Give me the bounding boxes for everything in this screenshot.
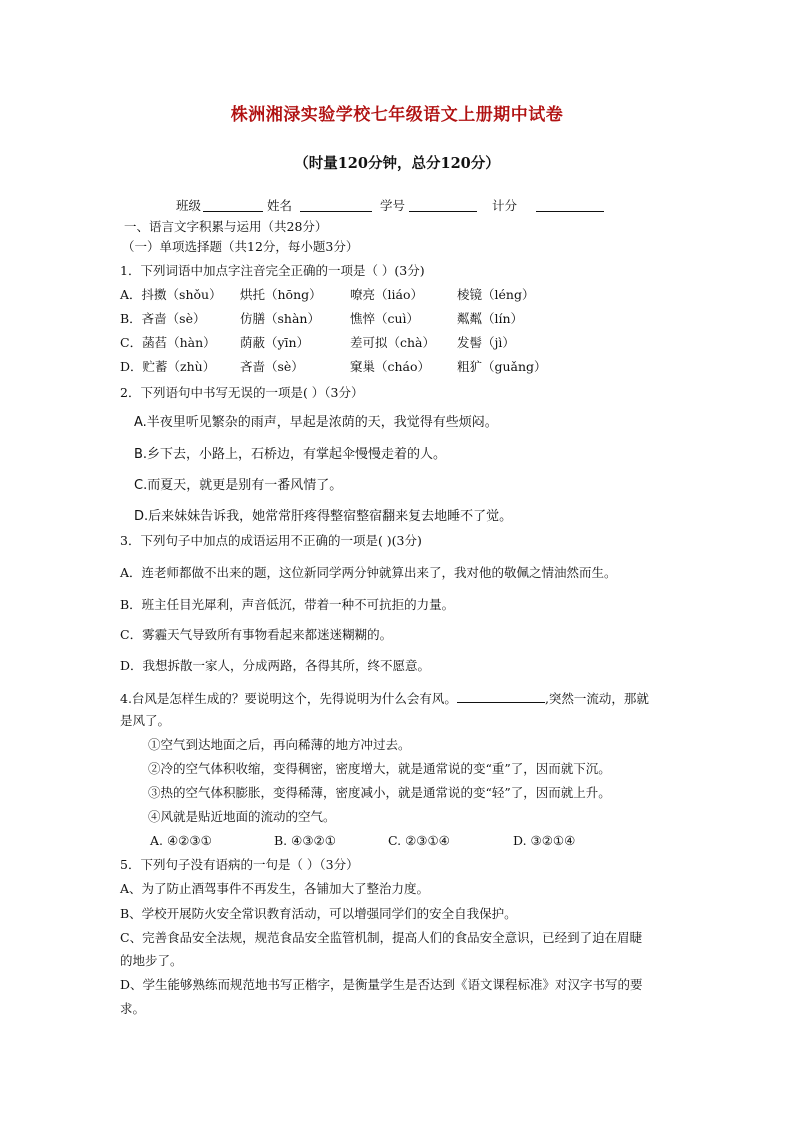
q1-option-c-3: 差可拟（chà） [350,335,436,350]
exam-subtitle: （时量120分钟，总分120分） [294,155,500,172]
q1-option-d-3: 窠巢（cháo） [350,359,431,374]
q1-option-b-2: 仿膳（shàn） [240,311,320,326]
q1-stem: 1．下列词语中加点字注音完全正确的一项是（ ）(3分) [120,263,425,278]
q4-choice-b: B. ④③②① [274,833,336,848]
q5-option-d-line1: D、学生能够熟练而规范地书写正楷字，是衡量学生是否达到《语文课程标准》对汉字书写的要 [120,977,643,992]
q2-option-c: C.而夏天，就更是别有一番风情了。 [134,478,343,493]
q1-option-b-3: 憔悴（cuì） [350,311,420,326]
page-title: 株洲湘渌实验学校七年级语文上册期中试卷 [230,105,564,125]
q3-option-a: A．连老师都做不出来的题，这位新同学两分钟就算出来了，我对他的敬佩之情油然而生。 [120,565,617,580]
score-label: 计分 [492,198,518,213]
q4-stem-part1: 4.台风是怎样生成的？要说明这个，先得说明为什么会有风。 [120,691,457,706]
score-blank[interactable] [536,198,604,212]
name-blank[interactable] [300,198,372,212]
q1-option-b-1: B．吝啬（sè） [120,311,206,326]
q3-option-b: B．班主任目光犀利，声音低沉，带着一种不可抗拒的力量。 [120,597,455,612]
q5-option-c-line1: C、完善食品安全法规，规范食品安全监管机制，提高人们的食品安全意识，已经到了迫在眉睫 [120,930,643,945]
q4-choice-a: A. ④②③① [150,833,212,848]
q5-option-b: B、学校开展防火安全常识教育活动，可以增强同学们的安全自我保护。 [120,906,517,921]
q1-option-a-1: A．抖擞（shǒu） [120,287,222,302]
q1-option-a-2: 烘托（hōng） [240,287,322,302]
q1-option-d-4: 粗犷（guǎng） [457,359,547,374]
q4-stem-line1 [120,689,649,708]
section-heading: 一、语言文字积累与运用（共28分） [124,219,328,234]
q2-option-a: A.半夜里听见繁杂的雨声，早起是浓荫的天，我觉得有些烦闷。 [134,415,498,430]
id-label: 学号 [380,198,406,213]
q5-option-a: A、为了防止酒驾事件不再发生，各铺加大了整治力度。 [120,881,430,896]
q1-option-a-4: 棱镜（léng） [457,287,535,302]
q1-option-b-4: 粼粼（lín） [457,311,524,326]
q1-option-c-4: 发髻（jì） [457,335,515,350]
q3-option-c: C．雾霾天气导致所有事物看起来都迷迷糊糊的。 [120,627,393,642]
q4-item-1: ①空气到达地面之后，再向稀薄的地方冲过去。 [148,737,411,752]
q4-stem-line2: 是风了。 [120,713,171,728]
q1-option-d-2: 吝啬（sè） [240,359,304,374]
name-label: 姓名 [267,198,293,213]
q2-stem: 2．下列语句中书写无误的一项是( ）（3分） [120,385,364,400]
q2-option-b: B.乡下去，小路上，石桥边，有掌起伞慢慢走着的人。 [134,447,447,462]
q4-item-2: ②冷的空气体积收缩，变得稠密，密度增大，就是通常说的变“重”了，因而就下沉。 [148,761,611,776]
q4-choice-c: C. ②③①④ [388,833,450,848]
q5-option-d-line2: 求。 [120,1001,146,1016]
q1-option-d-1: D．贮蓄（zhù） [120,359,216,374]
q4-stem-part2: ,突然一流动，那就 [544,691,649,706]
q4-choice-d: D. ③②①④ [513,833,576,848]
class-blank[interactable] [203,198,263,212]
q5-option-c-line2: 的地步了。 [120,953,183,968]
q2-option-d: D.后来妹妹告诉我，她常常肝疼得整宿整宿翻来复去地睡不了觉。 [134,509,513,524]
class-label: 班级 [176,198,202,213]
q4-answer-blank[interactable] [457,689,545,703]
q5-stem: 5．下列句子没有语病的一句是（ ）（3分） [120,857,359,872]
q1-option-c-1: C．菡萏（hàn） [120,335,216,350]
q1-option-c-2: 荫蔽（yīn） [240,335,310,350]
q3-stem: 3．下列句子中加点的成语运用不正确的一项是( )(3分) [120,533,422,548]
q3-option-d: D．我想拆散一家人，分成两路，各得其所，终不愿意。 [120,658,431,673]
q4-item-3: ③热的空气体积膨胀，变得稀薄，密度减小，就是通常说的变“轻”了，因而就上升。 [148,785,611,800]
q4-item-4: ④风就是贴近地面的流动的空气。 [148,809,336,824]
id-blank[interactable] [409,198,477,212]
q1-option-a-3: 嘹亮（liáo） [350,287,423,302]
part-heading: （一）单项选择题（共12分，每小题3分） [122,239,359,254]
